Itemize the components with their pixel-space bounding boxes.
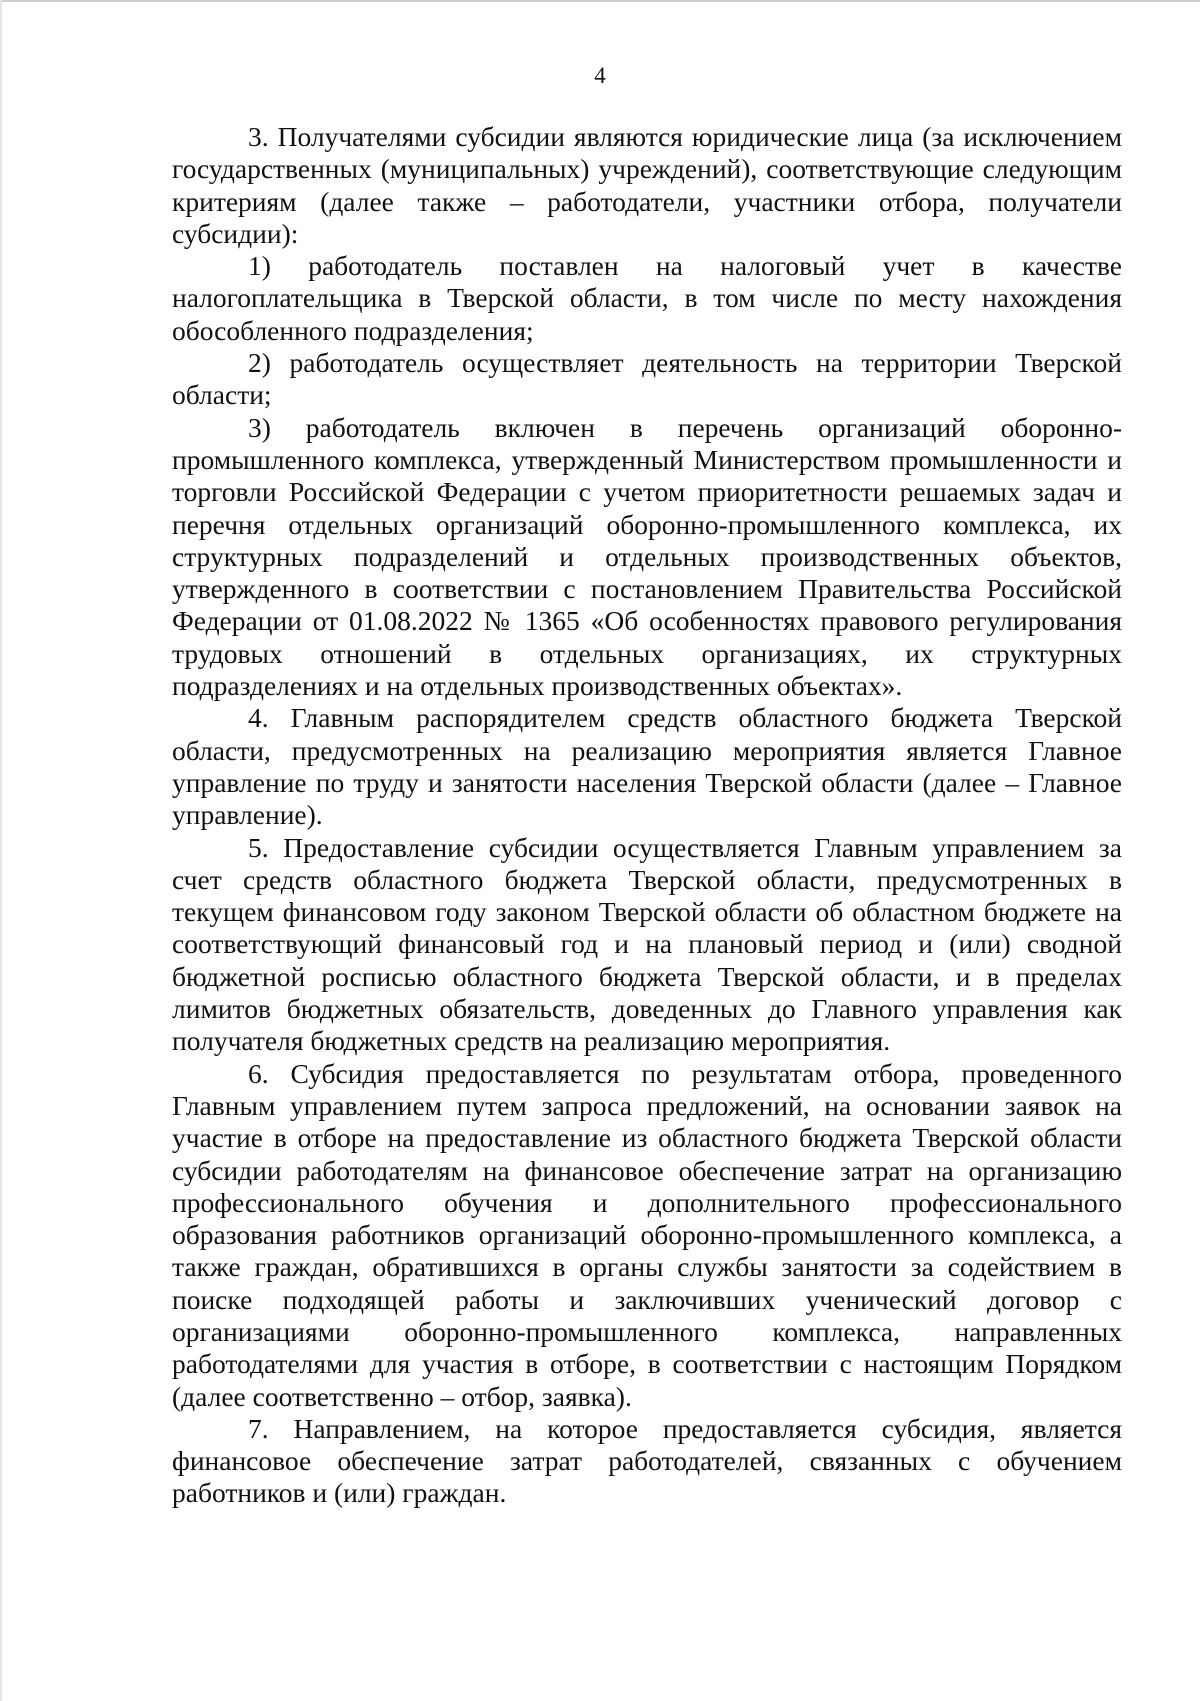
document-body [172, 121, 1122, 1510]
paragraph-3-3: 3) работодатель включен в перечень организаций оборонно-промышленного комплекса, утвержденный Министерством промышленности и торговли Российской Федерации с учетом приоритетности решаемых задач и перечня отдельных организаций оборонно-промышленного комплекса, их структурных подразделений и отдельных производственных объектов, утвержденного в соответствии с постановлением Правительства Российской Федерации от 01.08.2022 № 1365 «Об особенностях правового регулирования трудовых отношений в отдельных организациях, их структурных подразделениях и на отдельных производственных объектах». [172, 411, 1122, 702]
scan-edge-top [0, 0, 1200, 2]
paragraph-6: 6. Субсидия предоставляется по результатам отбора, проведенного Главным управлением путем запроса предложений, на основании заявок на участие в отборе на предоставление из областного бюджета Тверской области субсидии работодателям на финансовое обеспечение затрат на организацию профессионального обучения и дополнительного профессионального образования работников организаций оборонно-промышленного комплекса, а также граждан, обратившихся в органы службы занятости за содействием в поиске подходящей работы и заключивших ученический договор с организациями оборонно-промышленного комплекса, направленных работодателями для участия в отборе, в соответствии с настоящим Порядком (далее соответственно – отбор, заявка). [172, 1057, 1122, 1412]
paragraph-3-1: 1) работодатель поставлен на налоговый учет в качестве налогоплательщика в Тверской области, в том числе по месту нахождения обособленного подразделения; [172, 250, 1122, 346]
paragraph-3-2: 2) работодатель осуществляет деятельность на территории Тверской области; [172, 347, 1122, 411]
scan-edge-left [0, 0, 2, 1701]
paragraph-5: 5. Предоставление субсидии осуществляется Главным управлением за счет средств областного бюджета Тверской области, предусмотренных в текущем финансовом году законом Тверской области об областном бюджете на соответствующий финансовый год и на плановый период и (или) сводной бюджетной росписью областного бюджета Тверской области, и в пределах лимитов бюджетных обязательств, доведенных до Главного управления как получателя бюджетных средств на реализацию мероприятия. [172, 831, 1122, 1057]
paragraph-3: 3. Получателями субсидии являются юридические лица (за исключением государственных (муниципальных) учреждений), соответствующие следующим критериям (далее также – работодатели, участники отбора, получатели субсидии): [172, 121, 1122, 249]
paragraph-4: 4. Главным распорядителем средств областного бюджета Тверской области, предусмотренных на реализацию мероприятия является Главное управление по труду и занятости населения Тверской области (далее – Главное управление). [172, 702, 1122, 831]
paragraph-7: 7. Направлением, на которое предоставляется субсидия, является финансовое обеспечение затрат работодателей, связанных с обучением работников и (или) граждан. [172, 1412, 1122, 1509]
page-number: 4 [594, 63, 606, 88]
